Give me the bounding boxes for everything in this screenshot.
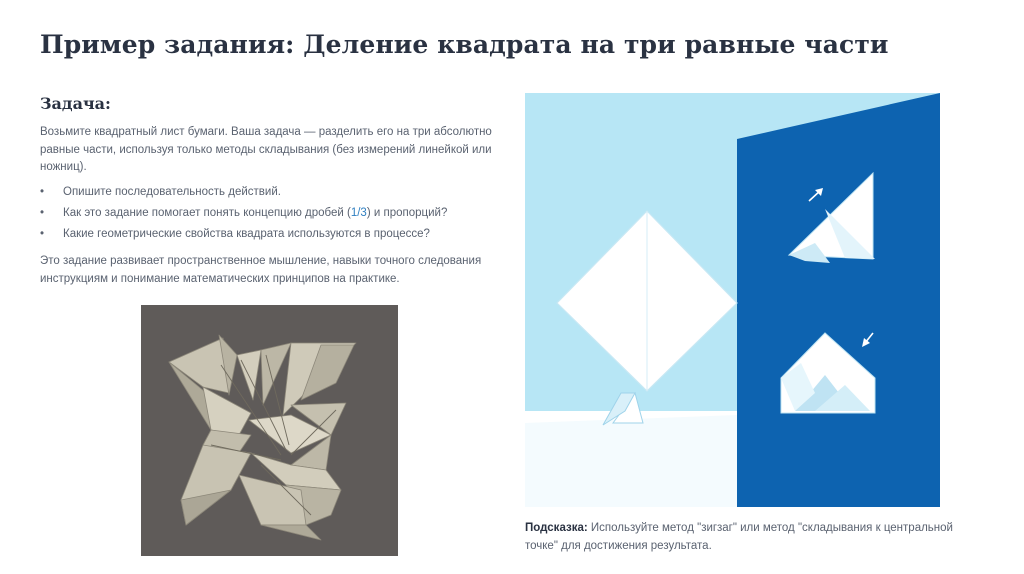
task-heading: Задача:	[40, 94, 111, 113]
hint-label: Подсказка:	[525, 522, 588, 534]
bullet-marker: •	[40, 186, 45, 198]
origami-star-illustration	[141, 305, 398, 556]
task-intro: Возьмите квадратный лист бумаги. Ваша задача — разделить его на три абсолютно равные части, используя только методы складывания (без измерений линейкой или ножниц).	[40, 126, 492, 173]
task-questions-list	[40, 184, 510, 247]
page-title: Пример задания: Деление квадрата на три равные части	[40, 30, 889, 59]
hint-body: Используйте метод "зигзаг" или метод "складывания к центральной точке" для достижения результата.	[525, 522, 953, 552]
list-item	[40, 205, 510, 226]
list-item	[40, 184, 510, 205]
fraction-link[interactable]: 1/3	[350, 207, 367, 219]
list-item	[40, 226, 510, 247]
list-item-text: Опишите последовательность действий.	[63, 186, 281, 198]
origami-folding-illustration	[525, 93, 940, 507]
bullet-marker: •	[40, 207, 45, 219]
list-item-text-before: Как это задание помогает понять концепцию дробей (	[63, 207, 351, 219]
list-item-text-after: ) и пропорций?	[366, 207, 448, 219]
bullet-marker: •	[40, 228, 45, 240]
list-item-text: Какие геометрические свойства квадрата используются в процессе?	[63, 228, 430, 240]
task-outro: Это задание развивает пространственное мышление, навыки точного следования инструкциям и понимание математических принципов на практике.	[40, 255, 482, 285]
hint-text	[525, 519, 955, 555]
